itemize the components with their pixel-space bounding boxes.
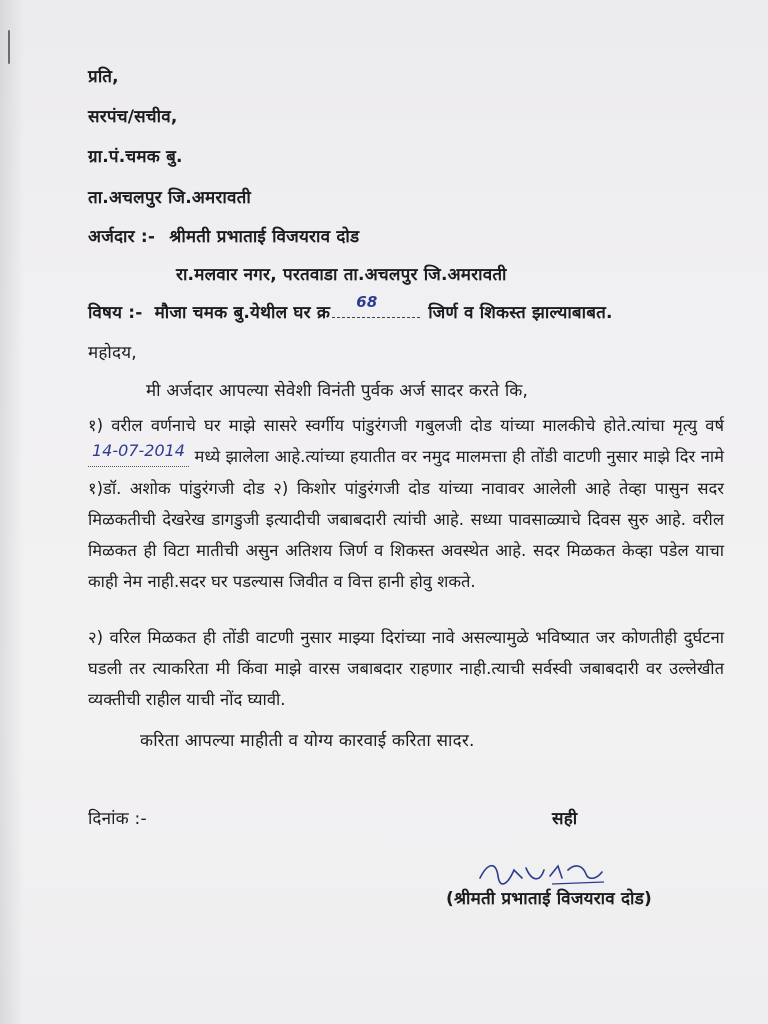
applicant-address: रा.मलवार नगर, परतवाडा ता.अचलपुर जि.अमरावती bbox=[176, 265, 507, 285]
handwritten-date: 14-07-2014 bbox=[88, 435, 189, 467]
address-district: ता.अचलपुर जि.अमरावती bbox=[88, 188, 251, 208]
subject-line bbox=[88, 293, 613, 324]
signer-name: (श्रीमती प्रभाताई विजयराव दोड) bbox=[446, 889, 652, 909]
page-shadow bbox=[0, 0, 24, 1024]
para1-start: १) वरील वर्णनाचे घर माझे सासरे स्वर्गीय पांडुरंगजी गबुलजी दोड यांच्या मालकीचे होते.त्यांचा मृत्यु वर्ष bbox=[88, 416, 724, 435]
date-label: दिनांक :- bbox=[88, 809, 147, 829]
para1-rest: मध्ये झालेला आहे.त्यांच्या हयातीत वर नमुद मालमत्ता ही तोंडी वाटणी नुसार माझे दिर नामे १)डॉ. अशोक पांडुरंगजी दोड २) किशोर पांडुरंगजी दोड यांच्या नावावर आलेली आहे तेव्हा पासुन सदर मिळकतीची देखरेख डागडुजी इत्यादीची जबाबदारी त्यांची आहे. सध्या पावसाळ्याचे दिवस सुरु आहे. वरील मिळकत ही विटा मातीची असुन अतिशय जिर्ण व शिकस्त अवस्थेत आहे. सदर मिळकत केव्हा पडेल याचा काही नेम नाही.सदर घर पडल्यास जिवीत व वित्त हानी होवु शकते. bbox=[88, 447, 725, 591]
address-to: प्रति, bbox=[88, 67, 119, 87]
subject-suffix: जिर्ण व शिकस्त झाल्याबाबत. bbox=[428, 303, 613, 323]
house-number-blank bbox=[332, 293, 420, 318]
applicant-label: अर्जदार :- bbox=[88, 227, 156, 247]
handwritten-signature bbox=[478, 858, 608, 888]
address-designation: सरपंच/सचीव, bbox=[88, 107, 178, 127]
paragraph-2: २) वरिल मिळकत ही तोंडी वाटणी नुसार माझ्या दिरांच्या नावे असल्यामुळे भविष्यात जर कोणतीही दुर्घटना घडली तर त्याकरिता मी किंवा माझे वारस जबाबदार राहणार नाही.त्याची सर्वस्वी जबाबदारी वर उल्लेखीत व्यक्तीची राहील याची नोंद घ्यावी. bbox=[88, 628, 724, 709]
subject-prefix: मौजा चमक बु.येथील घर क्र bbox=[154, 303, 331, 323]
salutation: महोदय, bbox=[88, 343, 137, 363]
house-number: 68 bbox=[356, 293, 378, 311]
signature-label: सही bbox=[552, 809, 578, 829]
applicant-name: श्रीमती प्रभाताई विजयराव दोड bbox=[169, 227, 360, 247]
subject-label: विषय :- bbox=[88, 303, 143, 323]
pen-mark bbox=[8, 30, 10, 64]
applicant-line bbox=[88, 226, 359, 248]
paragraph-1 bbox=[88, 410, 724, 597]
intro-text: मी अर्जदार आपल्या सेवेशी विनंती पुर्वक अर्ज सादर करते कि, bbox=[146, 381, 529, 401]
closing-text: करिता आपल्या माहीती व योग्य कारवाई करिता सादर. bbox=[140, 731, 475, 751]
address-office: ग्रा.पं.चमक बु. bbox=[88, 147, 183, 167]
